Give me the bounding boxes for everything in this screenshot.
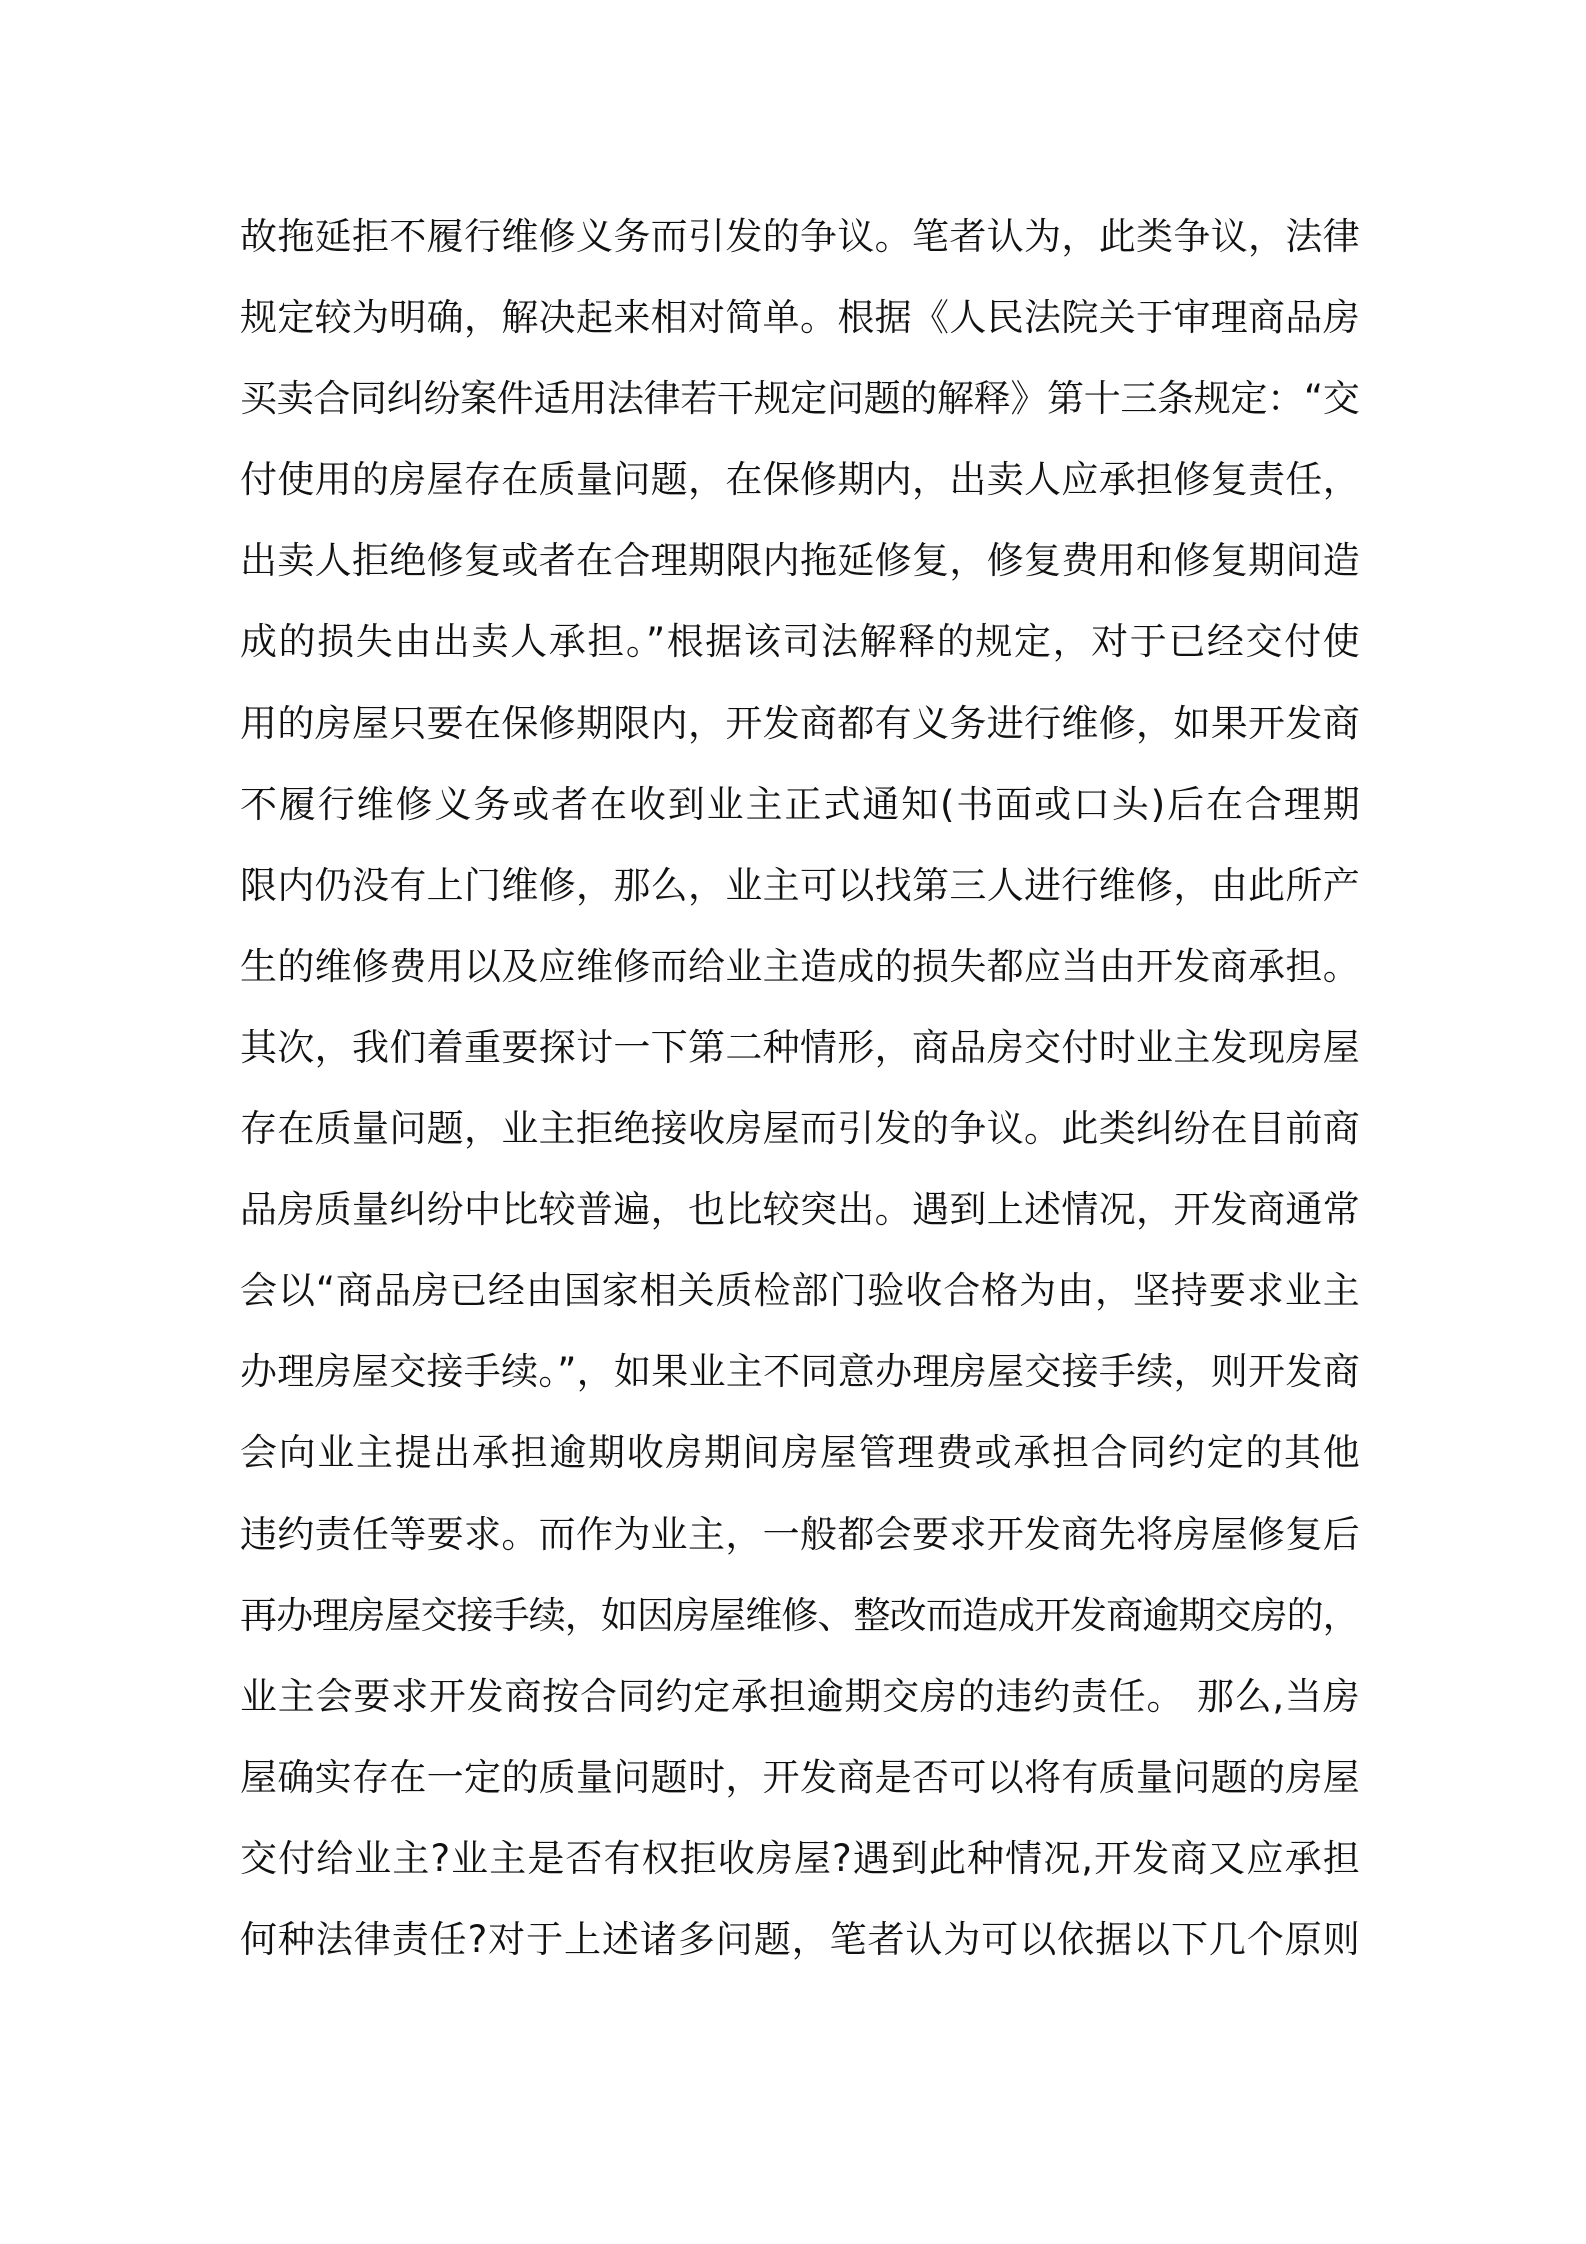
text-line: 办理房屋交接手续。”，如果业主不同意办理房屋交接手续，则开发商 [240, 1350, 1360, 1394]
body-text [240, 196, 1360, 1980]
text-line: 再办理房屋交接手续，如因房屋维修、整改而造成开发商逾期交房的， [240, 1593, 1359, 1637]
text-line: 屋确实存在一定的质量问题时，开发商是否可以将有质量问题的房屋 [240, 1755, 1361, 1799]
text-line: 规定较为明确，解决起来相对简单。根据《人民法院关于审理商品房 [240, 296, 1361, 340]
text-line: 业主会要求开发商按合同约定承担逾期交房的违约责任。 那么,当房 [240, 1674, 1361, 1718]
text-line: 付使用的房屋存在质量问题，在保修期内，出卖人应承担修复责任， [240, 458, 1361, 502]
text-line: 其次，我们着重要探讨一下第二种情形，商品房交付时业主发现房屋 [240, 1025, 1361, 1069]
text-line: 违约责任等要求。而作为业主，一般都会要求开发商先将房屋修复后 [240, 1512, 1361, 1556]
text-line: 限内仍没有上门维修，那么，业主可以找第三人进行维修，由此所产 [240, 863, 1361, 907]
text-line: 不履行维修义务或者在收到业主正式通知(书面或口头)后在合理期 [240, 782, 1362, 826]
text-line: 存在质量问题，业主拒绝接收房屋而引发的争议。此类纠纷在目前商 [240, 1107, 1361, 1151]
text-line: 交付给业主?业主是否有权拒收房屋?遇到此种情况,开发商又应承担 [240, 1836, 1361, 1880]
text-line: 故拖延拒不履行维修义务而引发的争议。笔者认为，此类争议，法律 [240, 215, 1361, 258]
text-line: 何种法律责任?对于上述诸多问题，笔者认为可以依据以下几个原则 [240, 1917, 1361, 1961]
text-line: 出卖人拒绝修复或者在合理期限内拖延修复，修复费用和修复期间造 [240, 539, 1361, 583]
text-line: 生的维修费用以及应维修而给业主造成的损失都应当由开发商承担。 [240, 944, 1361, 988]
text-line: 买卖合同纠纷案件适用法律若干规定问题的解释》第十三条规定：“交 [240, 377, 1360, 421]
text-line: 成的损失由出卖人承担。”根据该司法解释的规定，对于已经交付使 [240, 620, 1362, 664]
text-line: 用的房屋只要在保修期限内，开发商都有义务进行维修，如果开发商 [240, 701, 1361, 745]
text-line: 会以“商品房已经由国家相关质检部门验收合格为由，坚持要求业主 [240, 1269, 1361, 1313]
text-line: 会向业主提出承担逾期收房期间房屋管理费或承担合同约定的其他 [240, 1431, 1362, 1475]
text-line: 品房质量纠纷中比较普遍，也比较突出。遇到上述情况，开发商通常 [240, 1188, 1361, 1232]
